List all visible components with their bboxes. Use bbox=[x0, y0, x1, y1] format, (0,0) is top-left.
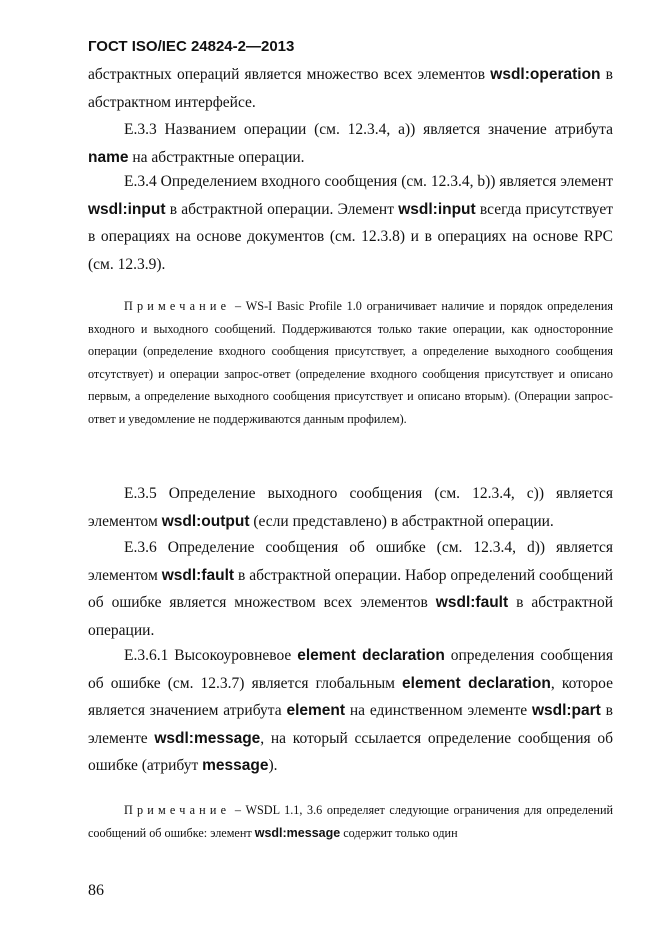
code-term: wsdl:input bbox=[88, 200, 166, 218]
code-term: wsdl:message bbox=[254, 825, 341, 840]
code-term: message bbox=[202, 757, 269, 774]
code-term: element declaration bbox=[297, 647, 445, 664]
code-term: wsdl:input bbox=[398, 200, 476, 218]
code-term: name bbox=[88, 148, 129, 166]
paragraph-e-3-5: E.3.5 Определение выходного сообщения (см. 12.3.4, c)) является элементом wsdl:output (если представлено) в абстрактной операции. bbox=[88, 485, 613, 530]
code-term: wsdl:message bbox=[154, 729, 261, 747]
code-term: wsdl:output bbox=[161, 512, 250, 530]
code-term: wsdl:operation bbox=[490, 66, 601, 83]
paragraph-e-3-6-1: E.3.6.1 Высокоуровневое element declaration определения сообщения об ошибке (см. 12.3.7) является глобальным element declaration, которое является значением атрибута element на единственном элементе wsdl:part в элементе wsdl:message, на который ссылается определение сообщения об ошибке (атрибут message). bbox=[88, 647, 614, 774]
note-label: Примечание bbox=[124, 803, 231, 817]
code-term: wsdl:fault bbox=[161, 566, 235, 584]
paragraph-e-3-6: E.3.6 Определение сообщения об ошибке (см. 12.3.4, d)) является элементом wsdl:fault в абстрактной операции. Набор определений сообщений об ошибке является множеством всех элементов wsdl:fault в абстрактной операции. bbox=[88, 539, 614, 639]
code-term: element bbox=[286, 702, 346, 719]
paragraph-abstract-operations: абстрактных операций является множество всех элементов wsdl:operation в абстрактном интерфейсе. bbox=[88, 66, 613, 111]
code-term: wsdl:fault bbox=[435, 594, 509, 611]
note-ws-i-basic-profile: Примечание – WS-I Basic Profile 1.0 ограничивает наличие и порядок определения входного и выходного сообщений. Поддерживаются только такие операции, как односторонние операции (определение входного сообщения присутствует, а определение выходного сообщения отсутствует) и операции запрос-ответ (определение входного сообщения присутствует и описано первым, а определение выходного сообщения присутствует и описано вторым). (Операции запрос-ответ и уведомление не поддерживаются данным профилем). bbox=[88, 299, 613, 426]
page-number: 86 bbox=[88, 882, 104, 899]
note-label: Примечание bbox=[124, 299, 231, 313]
code-term: wsdl:part bbox=[531, 702, 601, 719]
paragraph-e-3-4: E.3.4 Определением входного сообщения (см. 12.3.4, b)) является элемент wsdl:input в абстрактной операции. Элемент wsdl:input всегда присутствует в операциях на основе документов (см. 12.3.8) и в операциях на основе RPC (см. 12.3.9). bbox=[88, 173, 613, 273]
note-wsdl-1-1: Примечание – WSDL 1.1, 3.6 определяет следующие ограничения для определений сообщений об ошибке: элемент wsdl:message содержит только один bbox=[88, 803, 613, 840]
document-header: ГОСТ ISO/IEC 24824-2—2013 bbox=[88, 38, 295, 55]
code-term: element declaration bbox=[402, 674, 551, 692]
paragraph-e-3-3: E.3.3 Названием операции (см. 12.3.4, a)) является значение атрибута name на абстрактные операции. bbox=[88, 121, 613, 166]
